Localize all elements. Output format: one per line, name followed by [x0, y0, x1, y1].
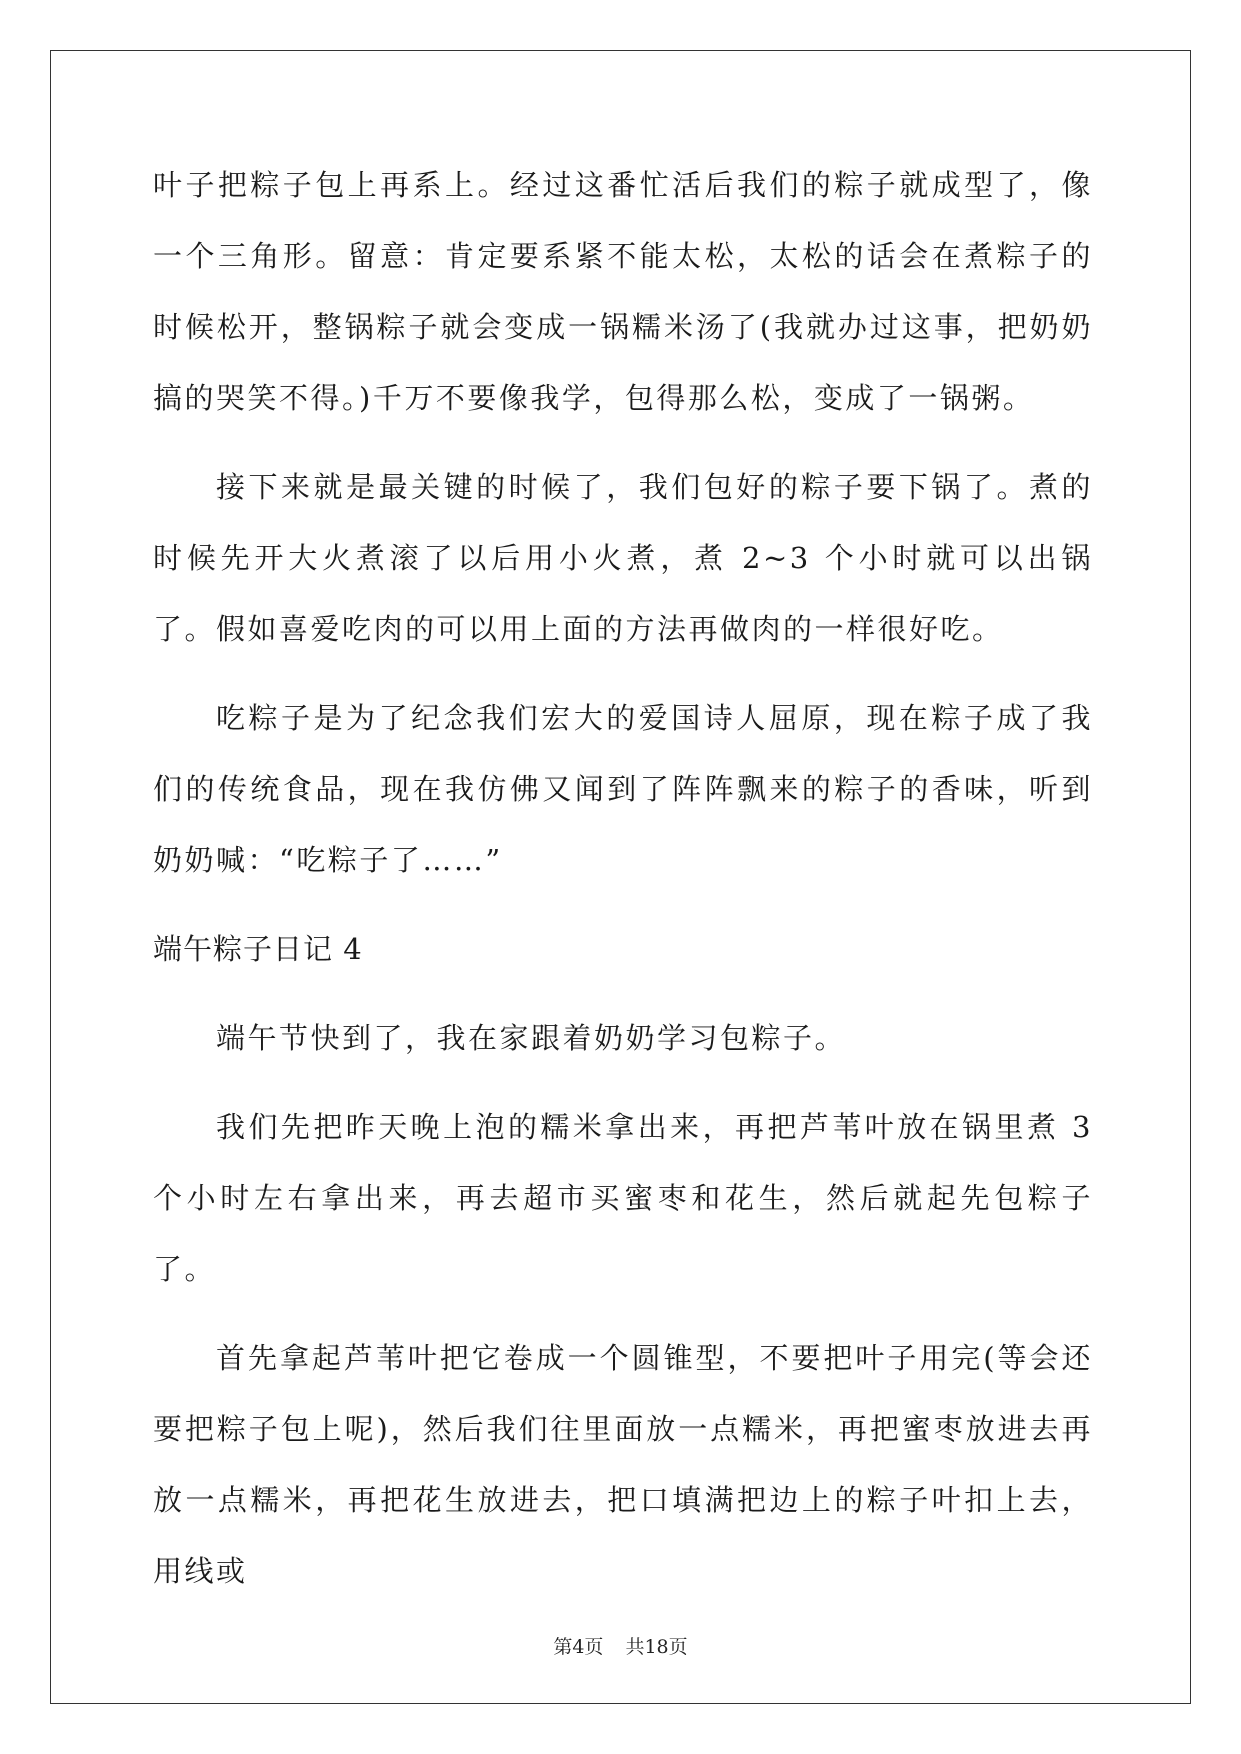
document-body	[153, 150, 1093, 1625]
section-heading: 端午粽子日记 4	[153, 932, 363, 966]
paragraph-cooking: 接下来就是最关键的时候了，我们包好的粽子要下锅了。煮的时候先开大火煮滚了以后用小火煮，煮 2~3 个小时就可以出锅了。假如喜爱吃肉的可以用上面的方法再做肉的一样很好吃。	[153, 470, 1093, 646]
paragraph-quyuan: 吃粽子是为了纪念我们宏大的爱国诗人屈原，现在粽子成了我们的传统食品，现在我仿佛又闻到了阵阵飘来的粽子的香味，听到奶奶喊：“吃粽子了……”	[153, 701, 1093, 877]
paragraph-continuation: 叶子把粽子包上再系上。经过这番忙活后我们的粽子就成型了，像一个三角形。留意：肯定要系紧不能太松，太松的话会在煮粽子的时候松开，整锅粽子就会变成一锅糯米汤了(我就办过这事，把奶奶搞的哭笑不得。)千万不要像我学，包得那么松，变成了一锅粥。	[153, 168, 1093, 415]
paragraph-wrapping: 首先拿起芦苇叶把它卷成一个圆锥型，不要把叶子用完(等会还要把粽子包上呢)，然后我们往里面放一点糯米，再把蜜枣放进去再放一点糯米，再把花生放进去，把口填满把边上的粽子叶扣上去，用线或	[153, 1341, 1093, 1588]
paragraph-intro: 端午节快到了，我在家跟着奶奶学习包粽子。	[216, 1021, 847, 1055]
total-pages-label: 共18页	[625, 1636, 688, 1658]
page-footer	[0, 1632, 1241, 1659]
current-page-label: 第4页	[553, 1636, 604, 1658]
paragraph-preparation: 我们先把昨天晚上泡的糯米拿出来，再把芦苇叶放在锅里煮 3 个小时左右拿出来，再去超市买蜜枣和花生，然后就起先包粽子了。	[153, 1110, 1093, 1286]
